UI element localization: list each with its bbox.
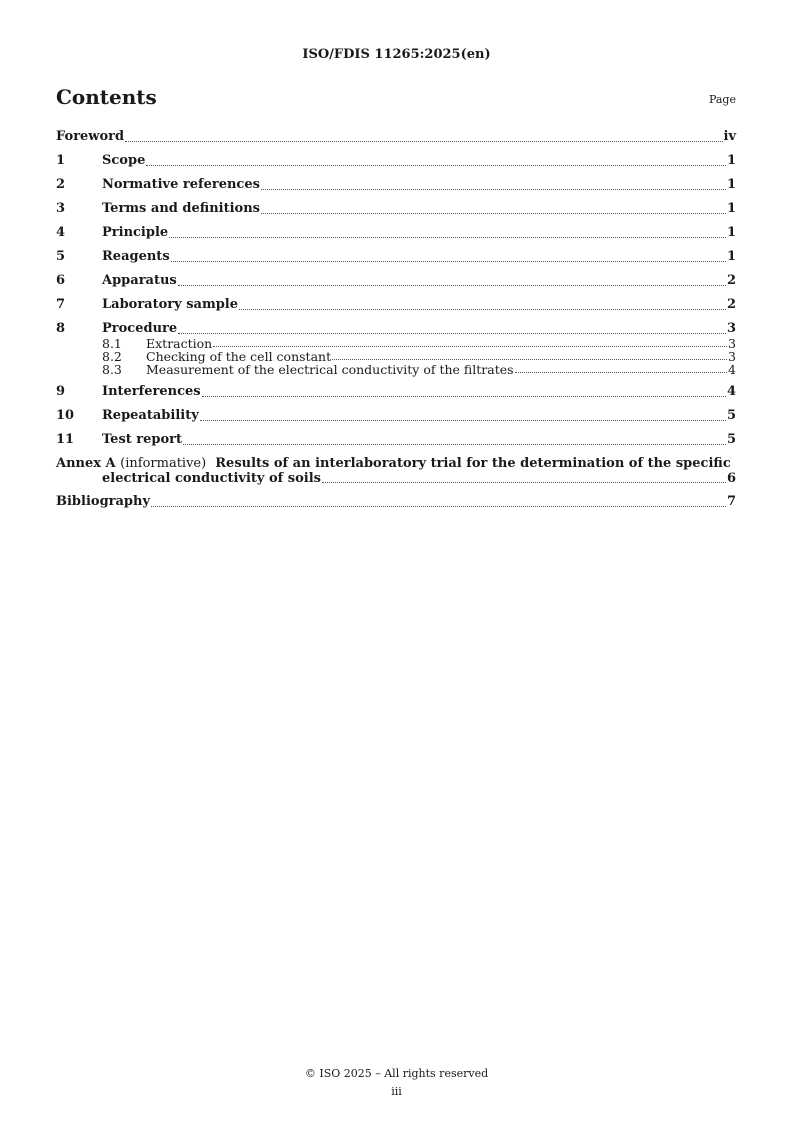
annex-label: Annex A (56, 456, 116, 471)
toc-entry-normative-references[interactable] (56, 177, 736, 193)
toc-title: Terms and definitions (102, 201, 260, 216)
dot-leader (322, 482, 726, 483)
toc-title: Interferences (102, 384, 201, 399)
toc-title: Repeatability (102, 408, 199, 423)
toc-page: 5 (726, 432, 736, 447)
toc-title: Laboratory sample (102, 297, 238, 312)
toc-title: Bibliography (56, 494, 151, 509)
dot-leader (183, 444, 726, 445)
toc-title: Scope (102, 153, 146, 168)
toc-page: 4 (726, 384, 736, 399)
dot-leader (202, 396, 726, 397)
toc-entry-test-report[interactable] (56, 432, 736, 448)
dot-leader (332, 359, 727, 360)
toc-title: Principle (102, 225, 169, 240)
dot-leader (261, 189, 726, 190)
toc-entry-foreword[interactable] (56, 129, 736, 145)
page-column-label: Page (708, 93, 736, 106)
toc-number: 8.2 (102, 349, 122, 364)
dot-leader (261, 213, 726, 214)
toc-entry-interferences[interactable] (56, 384, 736, 400)
annex-title-line1: Results of an interlaboratory trial for the determination of the specific (215, 456, 731, 471)
toc-entry-laboratory-sample[interactable] (56, 297, 736, 313)
toc-number: 4 (56, 225, 66, 240)
toc-number: 7 (56, 297, 66, 312)
toc-page: 3 (728, 349, 736, 364)
toc-number: 3 (56, 201, 66, 216)
toc-entry-terms-and-definitions[interactable] (56, 201, 736, 217)
toc-page: 1 (726, 249, 736, 264)
toc-number: 6 (56, 273, 66, 288)
toc-title: Checking of the cell constant (146, 349, 332, 364)
dot-leader (178, 333, 726, 334)
toc-number: 5 (56, 249, 66, 264)
toc-number: 8 (56, 321, 66, 336)
toc-page: 7 (726, 494, 736, 509)
toc-page: iv (723, 129, 736, 144)
toc-page: 1 (726, 153, 736, 168)
dot-leader (171, 261, 726, 262)
toc-number: 8.3 (102, 362, 122, 377)
dot-leader (169, 237, 726, 238)
contents-title: Contents (56, 85, 157, 109)
toc-subentry-measurement[interactable] (56, 363, 736, 376)
toc-page: 1 (726, 177, 736, 192)
toc-page: 1 (726, 201, 736, 216)
toc-page: 3 (726, 321, 736, 336)
annex-type: (informative) (120, 456, 207, 471)
toc-title: Extraction (146, 336, 213, 351)
toc-page: 2 (726, 273, 736, 288)
toc-page: 5 (726, 408, 736, 423)
toc-number: 9 (56, 384, 66, 399)
dot-leader (178, 285, 726, 286)
toc-page: 6 (726, 471, 736, 486)
document-id: ISO/FDIS 11265:2025(en) (302, 47, 491, 62)
toc-title: Measurement of the electrical conductivity of the filtrates (146, 362, 514, 377)
toc-title: Apparatus (102, 273, 177, 288)
toc-entry-reagents[interactable] (56, 249, 736, 265)
toc-title: Reagents (102, 249, 170, 264)
toc-number: 1 (56, 153, 66, 168)
toc-page: 1 (726, 225, 736, 240)
toc-page: 2 (726, 297, 736, 312)
copyright-notice: © ISO 2025 – All rights reserved (304, 1067, 489, 1080)
toc-title: Normative references (102, 177, 260, 192)
toc-title: Procedure (102, 321, 178, 336)
toc-title: Foreword (56, 129, 125, 144)
toc-number: 2 (56, 177, 66, 192)
toc-page: 4 (728, 362, 736, 377)
page-number: iii (391, 1085, 402, 1098)
toc-entry-principle[interactable] (56, 225, 736, 241)
toc-entry-scope[interactable] (56, 153, 736, 169)
dot-leader (200, 420, 726, 421)
dot-leader (146, 165, 726, 166)
toc-entry-annex-a[interactable] (56, 456, 736, 486)
toc-entry-repeatability[interactable] (56, 408, 736, 424)
toc-number: 10 (56, 408, 75, 423)
dot-leader (213, 346, 727, 347)
toc-entry-apparatus[interactable] (56, 273, 736, 289)
dot-leader (239, 309, 726, 310)
toc-entry-procedure[interactable] (56, 321, 736, 337)
dot-leader (515, 372, 728, 373)
toc-title: Test report (102, 432, 183, 447)
dot-leader (125, 141, 722, 142)
dot-leader (151, 506, 726, 507)
toc-page: 3 (728, 336, 736, 351)
annex-title-line2: electrical conductivity of soils (102, 471, 321, 486)
table-of-contents (56, 129, 736, 510)
toc-entry-bibliography[interactable] (56, 494, 736, 510)
toc-number: 8.1 (102, 336, 122, 351)
toc-number: 11 (56, 432, 75, 447)
